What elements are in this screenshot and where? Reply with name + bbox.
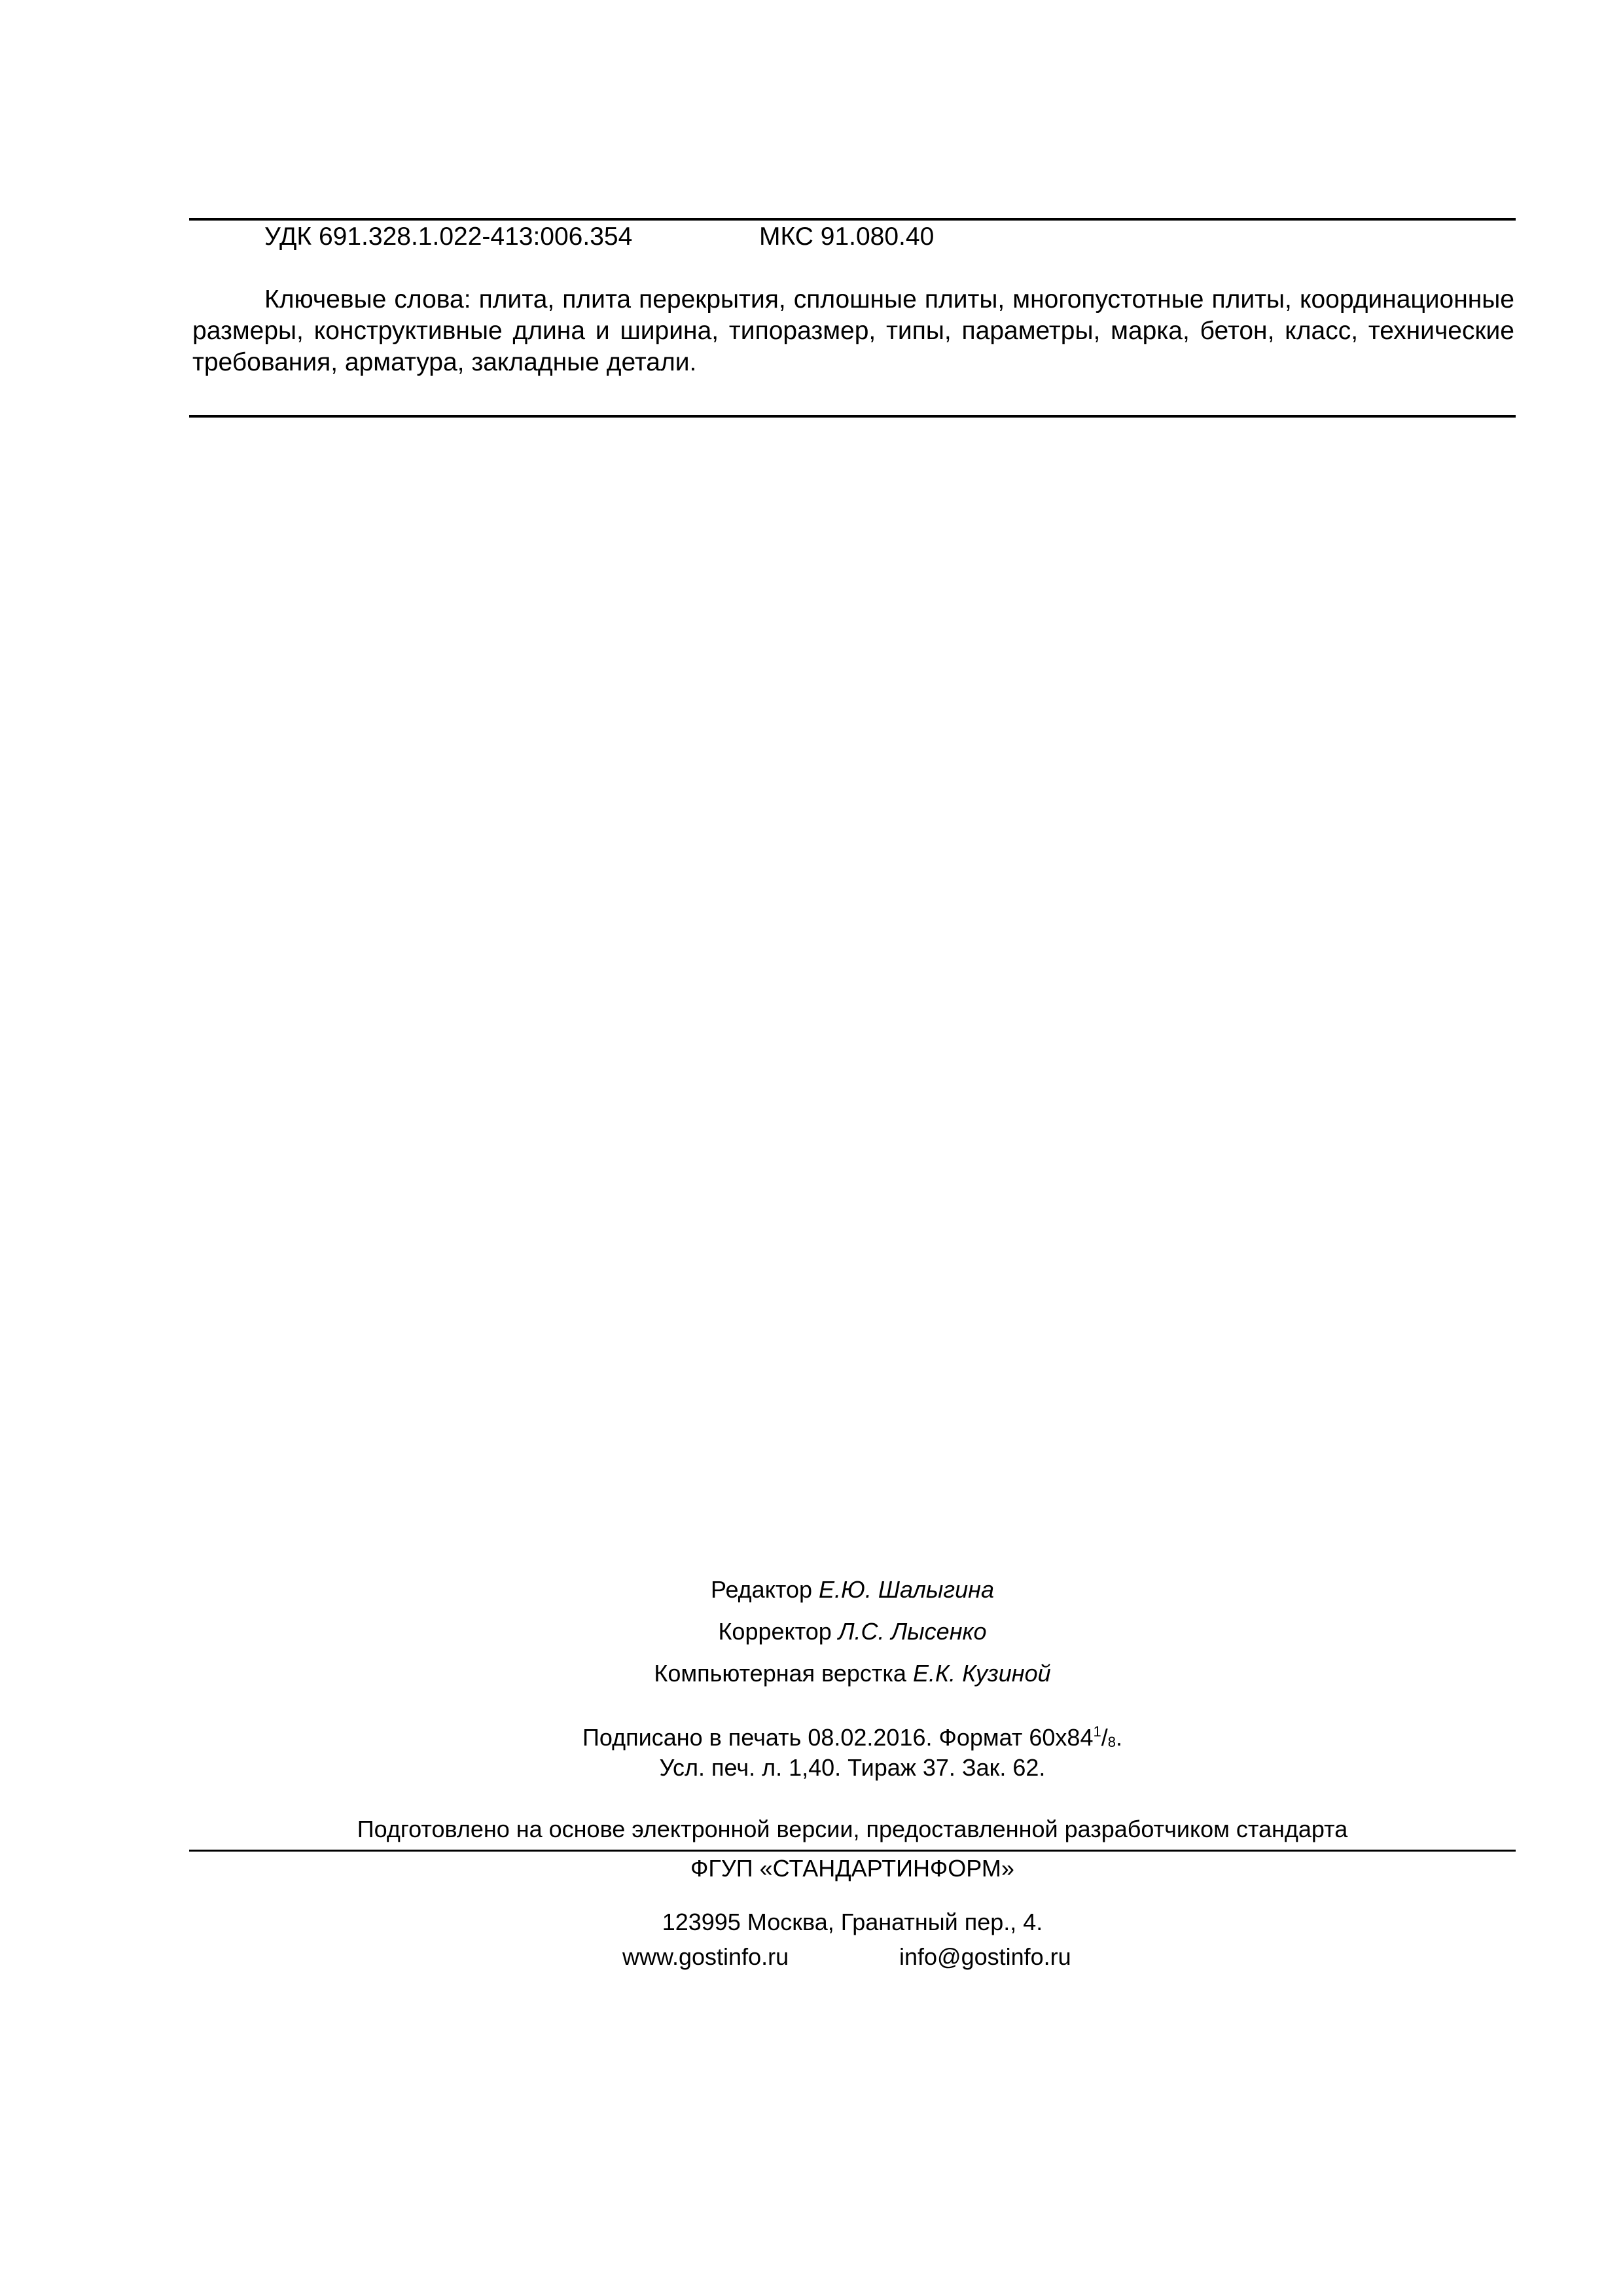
keywords-paragraph: Ключевые слова: плита, плита перекрытия, сплошные плиты, многопустотные плиты, координационные размеры, конструктивные длина и ширина, типоразмер, типы, параметры, марка, бетон, класс, технические требования, арматура, закладные детали. (192, 285, 1514, 376)
editor-line (189, 1575, 1516, 1605)
format-end: . (1115, 1724, 1122, 1751)
classification-line (264, 221, 935, 253)
run-line: Усл. печ. л. 1,40. Тираж 37. Зак. 62. (659, 1754, 1046, 1781)
publisher-name: ФГУП «СТАНДАРТИНФОРМ» (690, 1855, 1014, 1882)
corrector-label: Корректор (718, 1618, 832, 1645)
editor-label: Редактор (711, 1576, 812, 1603)
email-link[interactable]: info@gostinfo.ru (899, 1943, 1071, 1970)
layout-line (189, 1659, 1516, 1689)
prepared-line: Подготовлено на основе электронной версии, предоставленной разработчиком стандарта (357, 1816, 1348, 1842)
publisher-rule (189, 1850, 1516, 1852)
layout-label: Компьютерная верстка (654, 1660, 906, 1687)
top-rule (189, 218, 1516, 221)
website-link[interactable]: www.gostinfo.ru (622, 1943, 789, 1970)
format-superscript: 1 (1093, 1723, 1101, 1740)
corrector-line (189, 1617, 1516, 1647)
udk-code: УДК 691.328.1.022-413:006.354 (264, 223, 633, 251)
layout-name: Е.К. Кузиной (912, 1660, 1051, 1687)
keywords-bottom-rule (189, 415, 1516, 418)
mks-code: МКС 91.080.40 (759, 223, 935, 251)
signed-text: Подписано в печать 08.02.2016. Формат 60x84 (582, 1724, 1094, 1751)
format-subscript: 8 (1107, 1734, 1116, 1750)
corrector-name: Л.С. Лысенко (838, 1618, 987, 1645)
publisher-address: 123995 Москва, Гранатный пер., 4. (662, 1909, 1043, 1935)
editor-name: Е.Ю. Шалыгина (819, 1576, 994, 1603)
format-separator: / (1101, 1724, 1108, 1751)
signed-line (189, 1723, 1516, 1753)
